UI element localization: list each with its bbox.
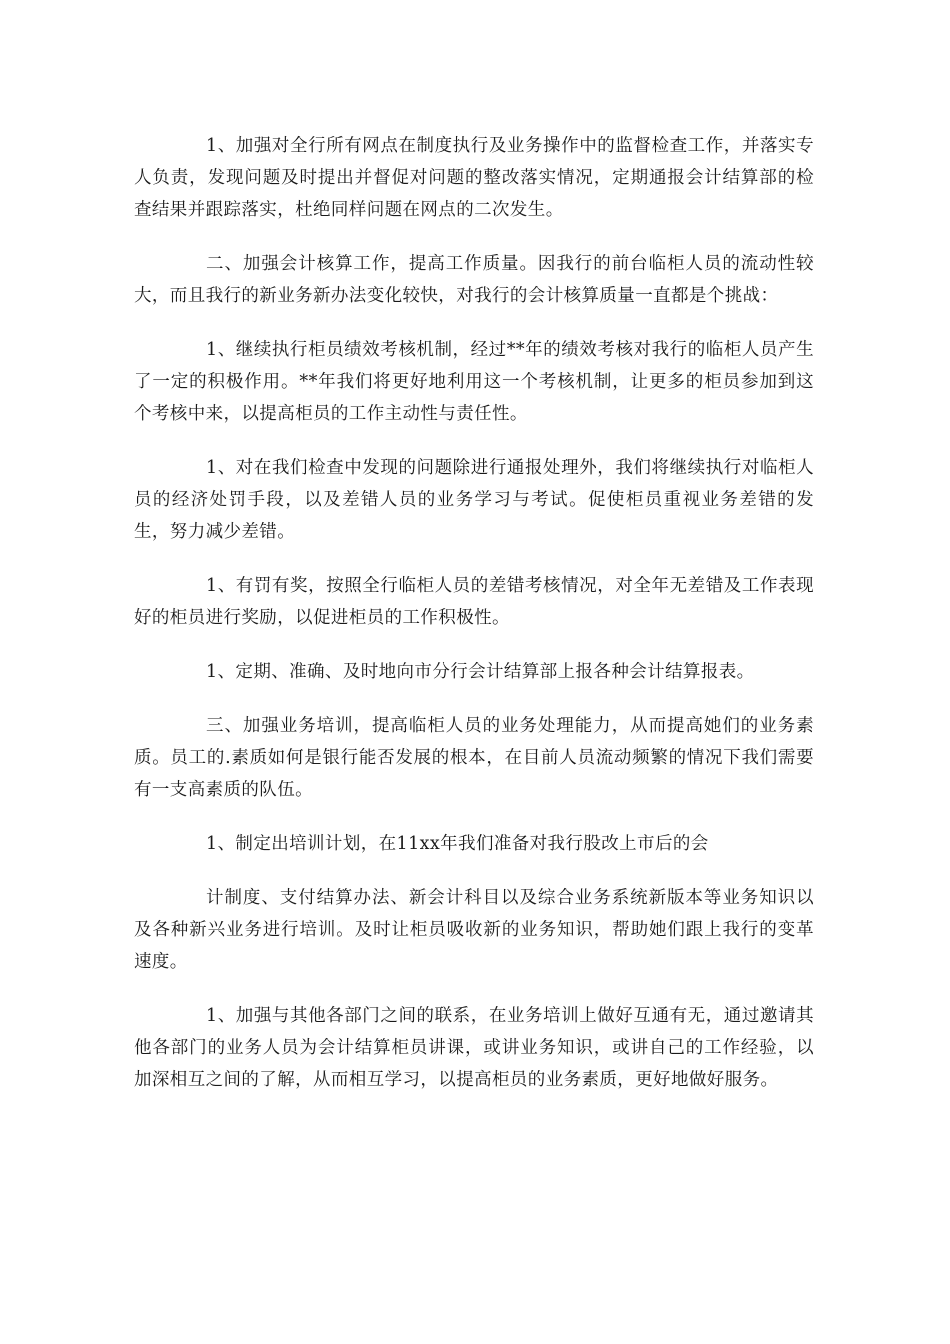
paragraph-3: 1、继续执行柜员绩效考核机制，经过**年的绩效考核对我行的临柜人员产生了一定的积极作用。**年我们将更好地利用这一个考核机制，让更多的柜员参加到这个考核中来，以提高柜员的工作主动性与责任性。	[134, 340, 814, 424]
document-body	[134, 130, 814, 1118]
paragraph-5: 1、有罚有奖，按照全行临柜人员的差错考核情况，对全年无差错及工作表现好的柜员进行奖励，以促进柜员的工作积极性。	[134, 576, 814, 628]
paragraph-6: 1、定期、准确、及时地向市分行会计结算部上报各种会计结算报表。	[206, 662, 755, 682]
paragraph-8: 1、制定出培训计划，在11xx年我们准备对我行股改上市后的会	[206, 834, 709, 854]
paragraph-7: 三、加强业务培训，提高临柜人员的业务处理能力，从而提高她们的业务素质。员工的.素质如何是银行能否发展的根本，在目前人员流动频繁的情况下我们需要有一支高素质的队伍。	[134, 716, 814, 800]
paragraph-10: 1、加强与其他各部门之间的联系，在业务培训上做好互通有无，通过邀请其他各部门的业务人员为会计结算柜员讲课，或讲业务知识，或讲自己的工作经验，以加深相互之间的了解，从而相互学习，以提高柜员的业务素质，更好地做好服务。	[134, 1006, 814, 1090]
paragraph-9: 计制度、支付结算办法、新会计科目以及综合业务系统新版本等业务知识以及各种新兴业务进行培训。及时让柜员吸收新的业务知识，帮助她们跟上我行的变革速度。	[134, 888, 814, 972]
paragraph-1: 1、加强对全行所有网点在制度执行及业务操作中的监督检查工作，并落实专人负责，发现问题及时提出并督促对问题的整改落实情况，定期通报会计结算部的检查结果并跟踪落实，杜绝同样问题在网点的二次发生。	[134, 136, 814, 220]
paragraph-2: 二、加强会计核算工作，提高工作质量。因我行的前台临柜人员的流动性较大，而且我行的新业务新办法变化较快，对我行的会计核算质量一直都是个挑战：	[134, 254, 814, 306]
paragraph-4: 1、对在我们检查中发现的问题除进行通报处理外，我们将继续执行对临柜人员的经济处罚手段，以及差错人员的业务学习与考试。促使柜员重视业务差错的发生，努力减少差错。	[134, 458, 814, 542]
